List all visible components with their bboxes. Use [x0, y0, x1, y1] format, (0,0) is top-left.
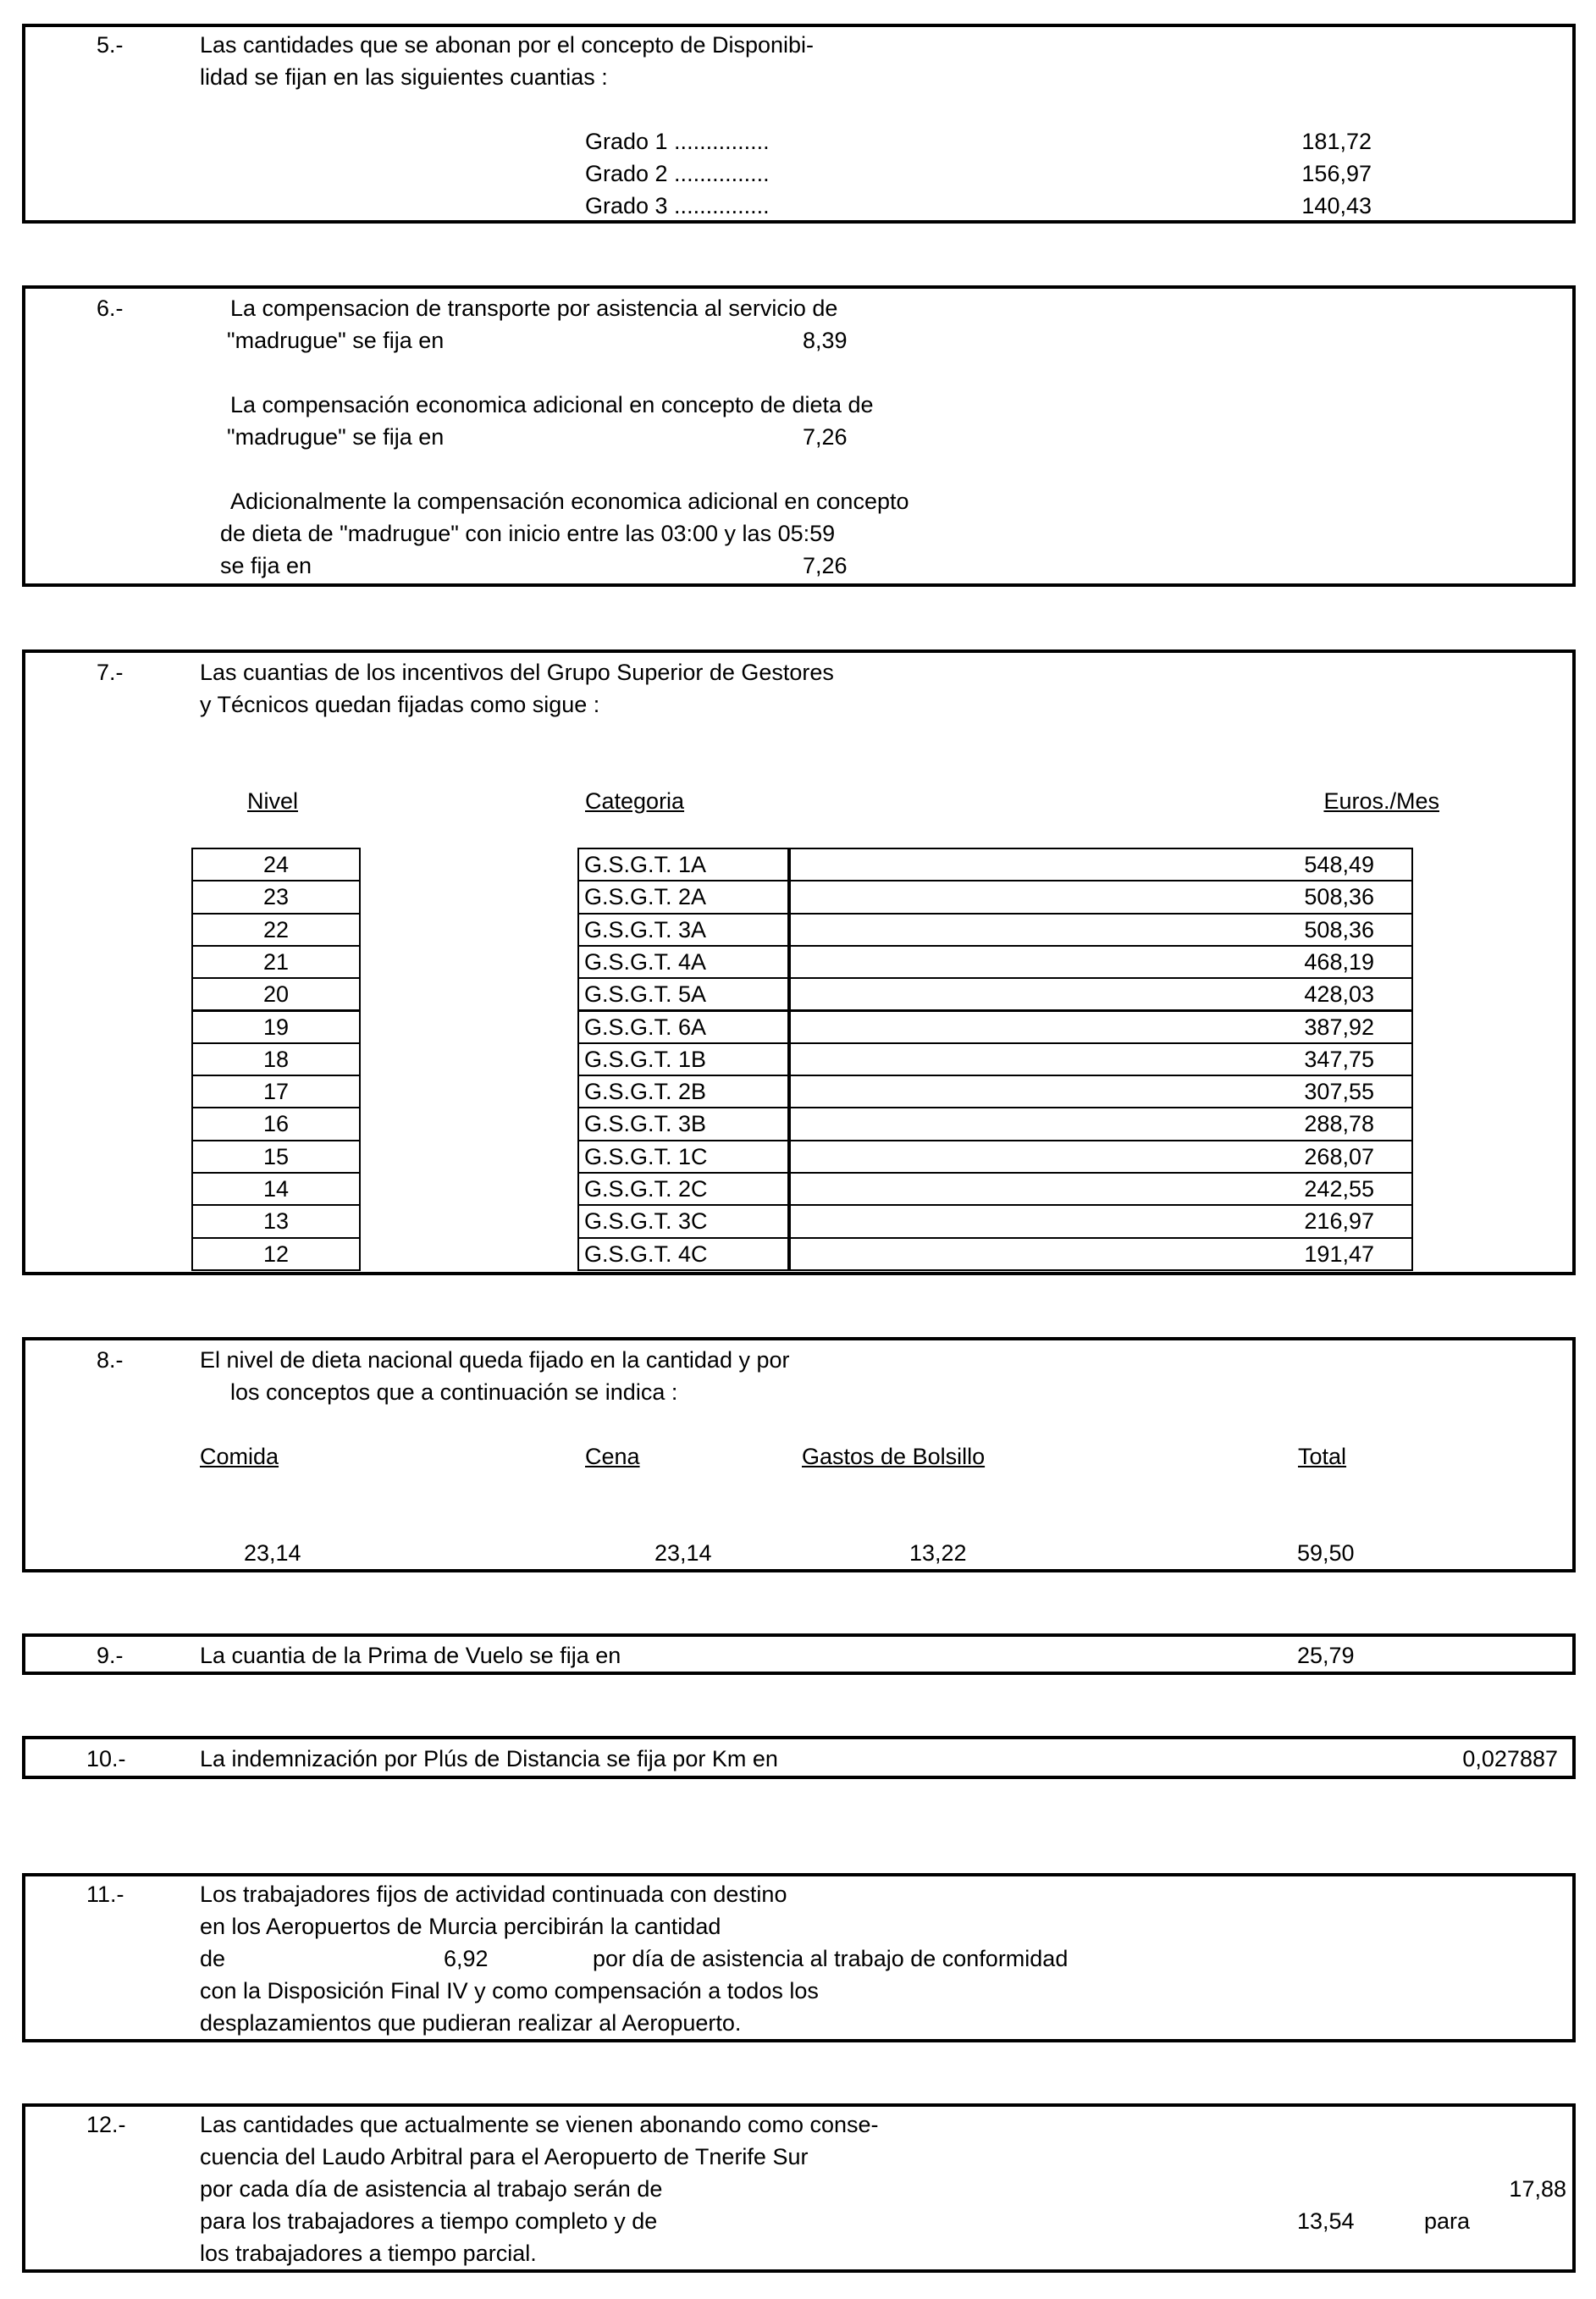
value-comida: 23,14 [244, 1540, 301, 1566]
section-text: La cuantia de la Prima de Vuelo se fija en [200, 1643, 621, 1668]
column-header-nivel: Nivel [247, 788, 299, 814]
section-text: "madrugue" se fija en [227, 328, 445, 353]
section-text: La compensación economica adicional en concepto de dieta de [230, 392, 874, 417]
table-cell-nivel-text: 20 [262, 981, 290, 1008]
table-cell-euros-text: 428,03 [1304, 981, 1374, 1008]
table-cell-categoria-text: G.S.G.T. 3B [584, 1111, 707, 1137]
column-header-cena: Cena [585, 1444, 640, 1469]
section-11 [22, 1873, 1576, 2042]
table-cell-euros [789, 977, 1413, 1011]
amount-value: 7,26 [803, 424, 848, 450]
table-cell-categoria-text: G.S.G.T. 2A [584, 884, 707, 910]
section-number: 6.- [97, 296, 124, 321]
table-cell-euros-text: 191,47 [1304, 1241, 1374, 1267]
table-cell-categoria-text: G.S.G.T. 1A [584, 852, 707, 877]
section-text: La indemnización por Plús de Distancia se fija por Km en [200, 1746, 778, 1771]
table-cell-nivel [191, 1172, 361, 1206]
table-cell-categoria [577, 945, 789, 979]
section-7 [22, 649, 1576, 1275]
table-cell-nivel-text: 12 [262, 1241, 290, 1267]
section-text: Los trabajadores fijos de actividad continuada con destino [200, 1882, 787, 1907]
table-cell-nivel [191, 880, 361, 914]
table-cell-nivel [191, 1010, 361, 1044]
table-cell-euros-text: 216,97 [1304, 1208, 1374, 1235]
amount-value: 17,88 [1509, 2176, 1566, 2202]
table-cell-euros [789, 1075, 1413, 1108]
amount-value: 8,39 [803, 328, 848, 353]
section-number: 5.- [97, 32, 124, 58]
column-header-comida: Comida [200, 1444, 279, 1469]
incentives-table [25, 653, 1572, 1272]
table-cell-categoria-text: G.S.G.T. 1C [584, 1143, 708, 1169]
section-number: 11.- [86, 1882, 124, 1907]
table-cell-euros [789, 1107, 1413, 1141]
amount-value: 6,92 [444, 1946, 489, 1971]
table-cell-euros [789, 848, 1413, 881]
table-cell-euros-text: 468,19 [1304, 948, 1374, 975]
section-number: 9.- [97, 1643, 124, 1668]
table-cell-nivel [191, 848, 361, 881]
section-text: Las cantidades que actualmente se vienen abonando como conse- [200, 2112, 879, 2137]
table-cell-nivel-text: 18 [262, 1046, 290, 1072]
table-cell-categoria [577, 1075, 789, 1108]
table-cell-euros [789, 1237, 1413, 1271]
section-text: "madrugue" se fija en [227, 424, 445, 450]
table-cell-nivel [191, 1237, 361, 1271]
section-8 [22, 1337, 1576, 1572]
table-cell-euros-text: 508,36 [1304, 884, 1374, 910]
table-cell-nivel-text: 14 [262, 1176, 290, 1202]
table-cell-euros [789, 880, 1413, 914]
table-cell-nivel [191, 1042, 361, 1076]
table-cell-categoria [577, 848, 789, 881]
table-cell-categoria [577, 1237, 789, 1271]
table-cell-nivel [191, 1204, 361, 1238]
table-cell-euros [789, 1010, 1413, 1044]
table-cell-nivel-text: 15 [262, 1143, 290, 1169]
table-cell-euros [789, 1204, 1413, 1238]
table-cell-categoria [577, 1172, 789, 1206]
section-6 [22, 285, 1576, 587]
table-cell-categoria [577, 913, 789, 947]
column-header-euros: Euros./Mes [1323, 788, 1439, 814]
table-cell-nivel [191, 913, 361, 947]
table-cell-euros-text: 508,36 [1304, 916, 1374, 942]
section-text: para [1424, 2208, 1471, 2234]
section-text: El nivel de dieta nacional queda fijado en la cantidad y por [200, 1347, 790, 1373]
section-text: desplazamientos que pudieran realizar al Aeropuerto. [200, 2010, 742, 2036]
value-gastos: 13,22 [909, 1540, 967, 1566]
table-cell-nivel-text: 17 [262, 1079, 290, 1105]
amount-value: 25,79 [1297, 1643, 1355, 1668]
section-number: 8.- [97, 1347, 124, 1373]
section-text: Las cuantias de los incentivos del Grupo Superior de Gestores [200, 660, 834, 685]
section-text: y Técnicos quedan fijadas como sigue : [200, 692, 600, 717]
section-number: 10.- [86, 1746, 126, 1771]
table-cell-categoria-text: G.S.G.T. 4A [584, 948, 707, 975]
section-text: cuencia del Laudo Arbitral para el Aeropuerto de Tnerife Sur [200, 2144, 809, 2169]
table-cell-nivel-text: 22 [262, 916, 290, 942]
section-number: 12.- [86, 2112, 126, 2137]
amount-value: 0,027887 [1462, 1746, 1558, 1771]
section-text: de [200, 1946, 226, 1971]
table-cell-euros [789, 1172, 1413, 1206]
table-cell-nivel [191, 1075, 361, 1108]
grade-label: Grado 2 ............... [585, 161, 770, 186]
amount-value: 7,26 [803, 553, 848, 578]
table-cell-nivel [191, 1140, 361, 1174]
table-cell-categoria-text: G.S.G.T. 5A [584, 981, 707, 1008]
table-cell-categoria [577, 1140, 789, 1174]
table-cell-categoria [577, 1204, 789, 1238]
section-text: para los trabajadores a tiempo completo y de [200, 2208, 658, 2234]
section-text: Las cantidades que se abonan por el concepto de Disponibi- [200, 32, 815, 58]
section-number: 7.- [97, 660, 124, 685]
table-cell-categoria [577, 880, 789, 914]
section-10 [22, 1736, 1576, 1779]
table-cell-nivel-text: 13 [262, 1208, 290, 1235]
table-cell-euros [789, 1140, 1413, 1174]
table-cell-categoria-text: G.S.G.T. 1B [584, 1046, 707, 1072]
table-cell-nivel [191, 945, 361, 979]
table-cell-euros-text: 288,78 [1304, 1111, 1374, 1137]
table-cell-euros-text: 548,49 [1304, 852, 1374, 877]
section-text: se fija en [220, 553, 312, 578]
table-cell-categoria-text: G.S.G.T. 3C [584, 1208, 708, 1235]
table-cell-categoria-text: G.S.G.T. 2B [584, 1079, 707, 1105]
table-cell-categoria [577, 1107, 789, 1141]
value-total: 59,50 [1297, 1540, 1355, 1566]
table-cell-categoria [577, 1010, 789, 1044]
column-header-total: Total [1298, 1444, 1347, 1469]
table-cell-euros-text: 307,55 [1304, 1079, 1374, 1105]
table-cell-nivel-text: 16 [262, 1111, 290, 1137]
amount-value: 13,54 [1297, 2208, 1355, 2234]
table-cell-euros-text: 387,92 [1304, 1014, 1374, 1040]
value-cena: 23,14 [654, 1540, 712, 1566]
grade-value: 181,72 [1301, 129, 1372, 154]
table-cell-euros [789, 945, 1413, 979]
table-cell-categoria [577, 1042, 789, 1076]
table-cell-nivel-text: 21 [262, 948, 290, 975]
table-cell-euros [789, 1042, 1413, 1076]
section-5 [22, 24, 1576, 224]
table-cell-categoria [577, 977, 789, 1011]
section-text: de dieta de "madrugue" con inicio entre las 03:00 y las 05:59 [220, 521, 836, 546]
section-text: los conceptos que a continuación se indica : [230, 1379, 678, 1405]
table-cell-nivel [191, 1107, 361, 1141]
section-text: en los Aeropuertos de Murcia percibirán la cantidad [200, 1914, 721, 1939]
section-text: La compensacion de transporte por asistencia al servicio de [230, 296, 838, 321]
section-text: por cada día de asistencia al trabajo serán de [200, 2176, 663, 2202]
table-cell-categoria-text: G.S.G.T. 6A [584, 1014, 707, 1040]
table-cell-euros [789, 913, 1413, 947]
table-cell-euros-text: 242,55 [1304, 1176, 1374, 1202]
section-9 [22, 1633, 1576, 1675]
table-cell-nivel [191, 977, 361, 1011]
section-text: con la Disposición Final IV y como compensación a todos los [200, 1978, 819, 2003]
table-cell-euros-text: 268,07 [1304, 1143, 1374, 1169]
section-text: lidad se fijan en las siguientes cuantias : [200, 64, 608, 90]
table-cell-nivel-text: 24 [262, 852, 290, 877]
table-cell-nivel-text: 23 [262, 884, 290, 910]
section-12 [22, 2103, 1576, 2273]
grade-value: 156,97 [1301, 161, 1372, 186]
table-cell-categoria-text: G.S.G.T. 4C [584, 1241, 708, 1267]
column-header-categoria: Categoria [585, 788, 685, 814]
table-cell-categoria-text: G.S.G.T. 2C [584, 1176, 708, 1202]
column-header-gastos: Gastos de Bolsillo [802, 1444, 986, 1469]
grade-value: 140,43 [1301, 193, 1372, 218]
table-cell-categoria-text: G.S.G.T. 3A [584, 916, 707, 942]
section-text: Adicionalmente la compensación economica adicional en concepto [230, 489, 909, 514]
section-text: por día de asistencia al trabajo de conformidad [593, 1946, 1069, 1971]
grade-label: Grado 1 ............... [585, 129, 770, 154]
grade-label: Grado 3 ............... [585, 193, 770, 218]
table-cell-euros-text: 347,75 [1304, 1046, 1374, 1072]
section-text: los trabajadores a tiempo parcial. [200, 2241, 537, 2266]
table-cell-nivel-text: 19 [262, 1014, 290, 1040]
